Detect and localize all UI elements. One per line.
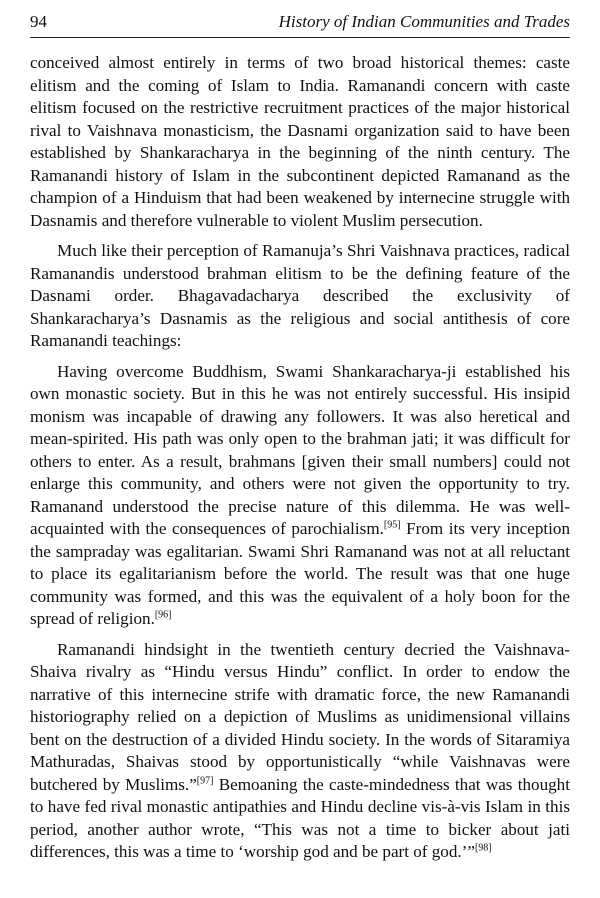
paragraph-text-part-1: Ramanandi hindsight in the twentieth century decried the Vaishnava-Shaiva rivalry as “Hindu versus Hindu” conflict. In order to endow the narrative of this internecine strife with dramatic force, the new Ramanandi historiography relied on a depiction of Muslims as unidimensional villains bent on the destruction of a divided Hindu society. In the words of Sitaramiya Mathuradas, Shaivas stood by opportunistically “while Vaishnavas were butchered by Muslims.”: [30, 639, 570, 794]
block-quote-bhagavadacharya: [30, 361, 570, 631]
page-number: 94: [30, 12, 47, 31]
running-title: History of Indian Communities and Trades: [278, 12, 570, 31]
footnote-ref-95: [95]: [383, 519, 401, 531]
paragraph-continued: conceived almost entirely in terms of two broad historical themes: caste elitism and the coming of Islam to India. Ramanandi concern with caste elitism focused on the restrictive recruitment practices of the major historical rival to Vaishnava monasticism, the Dasnami organization said to have been established by Shankaracharya in the beginning of the ninth century. The Ramanandi history of Islam in the subcontinent depicted Ramanand as the champion of a Hinduism that had been weakened by internecine struggle with Dasnamis and therefore vulnerable to violent Muslim persecution.: [30, 53, 570, 230]
running-header: [30, 10, 570, 38]
footnote-ref-98: [98]: [474, 842, 492, 854]
quote-text-part-1: Having overcome Buddhism, Swami Shankaracharya-ji established his own monastic society. But in this he was not entirely successful. His insipid monism was incapable of drawing any followers. It was also heretical and mean-spirited. His path was only open to the brahman jati; it was difficult for others to enter. As a result, brahmans [given their small numbers] could not enlarge this community, and others were not given the opportunity to try. Ramanand understood the precise nature of this dilemma. He was well-acquainted with the consequences of parochialism.: [30, 361, 570, 538]
footnote-ref-96: [96]: [154, 609, 172, 621]
body-text: [30, 52, 570, 872]
paragraph-hindsight: [30, 639, 570, 864]
paragraph-ramanuja-practices: Much like their perception of Ramanuja’s Shri Vaishnava practices, radical Ramanandis understood brahman elitism to be the defining feature of the Dasnami order. Bhagavadacharya described the exclusivity of Shankaracharya’s Dasnamis as the religious and social antithesis of core Ramanandi teachings:: [30, 241, 570, 350]
footnote-ref-97: [97]: [196, 774, 214, 786]
paragraph-text-part-2: Bemoaning the caste-mindedness that was thought to have fed rival monastic antipathies and Hindu decline vis-à-vis Islam in this period, another author wrote, “This was not a time to bicker about jati differences, this was a time to ‘worship god and be part of god.’”: [30, 774, 570, 861]
quote-text-part-2: From its very inception the sampraday was egalitarian. Swami Shri Ramanand was not at all reluctant to place its egalitarianism before the world. The result was that one huge community was formed, and this was the equivalent of a holy boon for the spread of religion.: [30, 519, 570, 628]
